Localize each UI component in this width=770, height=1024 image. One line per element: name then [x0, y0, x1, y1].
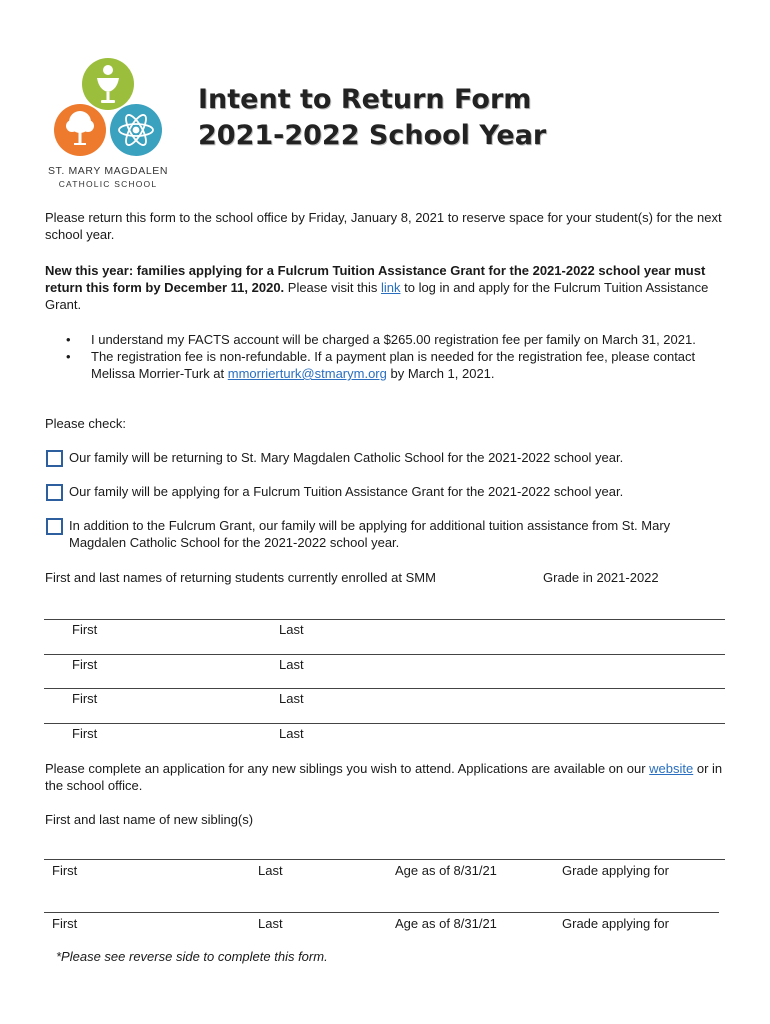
terms-item-fee-text: I understand my FACTS account will be charged a $265.00 registration fee per family on March 31, 2021. [91, 332, 696, 347]
form-title-line1: Intent to Return Form [198, 84, 532, 115]
grant-paragraph [45, 262, 725, 313]
student-row-4-first: First [72, 726, 98, 741]
student-row-3-last: Last [279, 691, 304, 706]
siblings-header: First and last name of new sibling(s) [45, 812, 254, 827]
returning-checkbox-label: Our family will be returning to St. Mary Magdalen Catholic School for the 2021-2022 school year. [69, 450, 624, 465]
students-grade-header: Grade in 2021-2022 [543, 570, 659, 585]
student-row-3-first: First [72, 691, 98, 706]
student-row-2-line[interactable] [44, 654, 725, 655]
sibling-row-1-last: Last [258, 863, 283, 878]
terms-item-refund-after: by March 1, 2021. [386, 366, 495, 381]
grant-checkbox-label: Our family will be applying for a Fulcrum Tuition Assistance Grant for the 2021-2022 school year. [69, 484, 624, 499]
school-name [46, 165, 170, 191]
students-names-header: First and last names of returning students currently enrolled at SMM [45, 570, 436, 585]
website-link[interactable]: website [649, 761, 694, 776]
contact-email-link[interactable]: mmorrierturk@stmarym.org [227, 366, 387, 381]
student-row-1-last: Last [279, 622, 304, 637]
student-row-3-line[interactable] [44, 688, 725, 689]
sibling-row-2-age: Age as of 8/31/21 [395, 916, 497, 931]
form-title [198, 82, 546, 154]
sibling-row-2-grade: Grade applying for [562, 916, 669, 931]
grant-link[interactable]: link [380, 280, 401, 295]
grant-before-link: Please visit this [284, 280, 381, 295]
check-row-grant [46, 483, 726, 501]
returning-checkbox[interactable] [46, 450, 63, 467]
school-name-line1: ST. MARY MAGDALEN [47, 165, 169, 177]
school-name-line2: CATHOLIC SCHOOL [58, 179, 158, 189]
sibling-row-1-grade: Grade applying for [562, 863, 669, 878]
siblings-intro-before: Please complete an application for any new siblings you wish to attend. Applications are available on our [45, 761, 650, 776]
grant-after-link: to log in and apply for the Fulcrum Tuition Assistance Grant. [45, 280, 709, 312]
terms-list [66, 331, 716, 382]
siblings-paragraph [45, 760, 725, 794]
student-row-2-last: Last [279, 657, 304, 672]
additional-aid-checkbox-label: In addition to the Fulcrum Grant, our family will be applying for additional tuition assistance from St. Mary Magdalen Catholic School for the 2021-2022 school year. [69, 518, 671, 550]
grant-bold-text: New this year: families applying for a Fulcrum Tuition Assistance Grant for the 2021-2022 school year must return this form by December 11, 2020. [45, 263, 706, 295]
student-row-2-first: First [72, 657, 98, 672]
terms-item-refund [66, 348, 716, 382]
student-row-1-first: First [72, 622, 98, 637]
student-row-1-line[interactable] [44, 619, 725, 620]
sibling-row-2-line[interactable] [44, 912, 719, 913]
terms-item-fee [66, 331, 716, 348]
sibling-row-2-last: Last [258, 916, 283, 931]
sibling-row-2-first: First [52, 916, 78, 931]
reverse-side-note: *Please see reverse side to complete this form. [56, 949, 328, 964]
check-row-returning [46, 449, 726, 467]
check-row-additional-aid [46, 517, 726, 551]
sibling-row-1-first: First [52, 863, 78, 878]
additional-aid-checkbox[interactable] [46, 518, 63, 535]
please-check-label: Please check: [45, 416, 126, 431]
student-row-4-line[interactable] [44, 723, 725, 724]
intro-paragraph: Please return this form to the school office by Friday, January 8, 2021 to reserve space for your student(s) for the next school year. [45, 210, 722, 242]
terms-item-refund-text: The registration fee is non-refundable. If a payment plan is needed for the registration fee, please contact Melissa Morrier-Turk at [91, 349, 696, 381]
form-title-line2: 2021-2022 School Year [198, 120, 547, 151]
sibling-row-1-age: Age as of 8/31/21 [395, 863, 497, 878]
siblings-intro-after: or in the school office. [45, 761, 723, 793]
grant-checkbox[interactable] [46, 484, 63, 501]
sibling-row-1-line[interactable] [44, 859, 725, 860]
student-row-4-last: Last [279, 726, 304, 741]
